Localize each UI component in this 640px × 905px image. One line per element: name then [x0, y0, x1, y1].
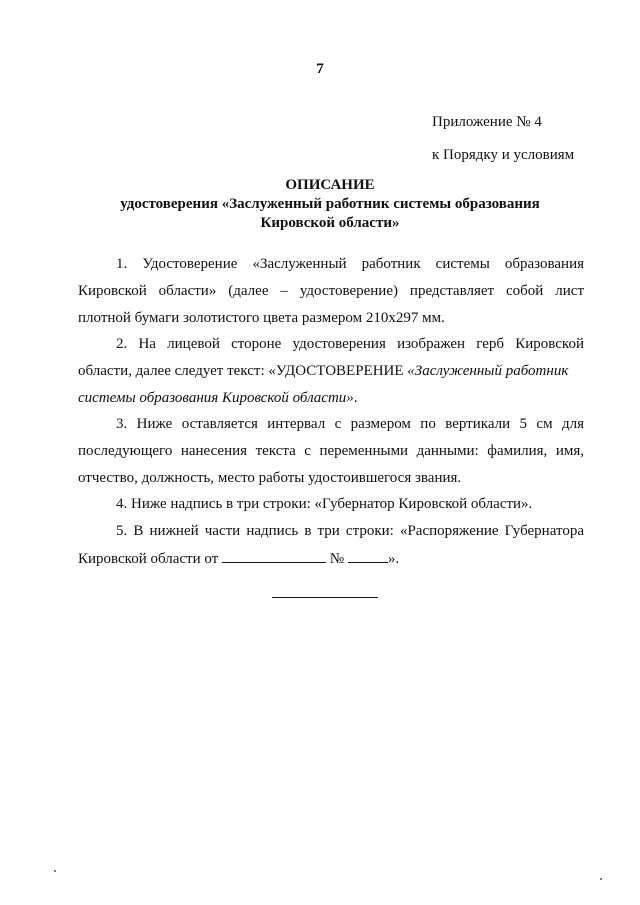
item-3-line-1: 3. Ниже оставляется интервал с размером по вертикали 5 см для — [116, 416, 584, 432]
appendix-reference: к Порядку и условиям — [432, 147, 575, 163]
appendix-number: Приложение № 4 — [432, 114, 542, 130]
document-title: ОПИСАНИЕ — [285, 177, 375, 193]
item-1-line-3: плотной бумаги золотистого цвета размером 210х297 мм. — [78, 310, 445, 326]
item-4-line-1: 4. Ниже надпись в три строки: «Губернатор Кировской области». — [116, 496, 533, 512]
end-of-text-rule — [272, 597, 378, 598]
item-2-line-1: 2. На лицевой стороне удостоверения изображен герб Кировской — [116, 336, 584, 352]
document-subtitle-line2: Кировской области» — [260, 215, 400, 231]
item-5-line-2: Кировской области от № ». — [78, 551, 400, 567]
item-3-line-3: отчество, должность, место работы удостоившегося звания. — [78, 470, 462, 486]
item-2-line-3: системы образования Кировской области». — [78, 390, 358, 406]
document-subtitle-line1: удостоверения «Заслуженный работник системы образования — [120, 196, 540, 212]
scan-speck — [600, 878, 602, 880]
date-blank — [222, 550, 326, 563]
item-1-line-1: 1. Удостоверение «Заслуженный работник системы образования — [116, 256, 584, 272]
item-1-line-2: Кировской области» (далее – удостоверение) представляет собой лист — [78, 283, 584, 299]
scan-speck — [54, 870, 56, 872]
item-3-line-2: последующего нанесения текста с переменными данными: фамилия, имя, — [78, 443, 584, 459]
number-blank — [348, 550, 388, 563]
item-5-line-1: 5. В нижней части надпись в три строки: «Распоряжение Губернатора — [116, 523, 584, 539]
page-number: 7 — [316, 61, 324, 77]
item-2-line-2: области, далее следует текст: «УДОСТОВЕРЕНИЕ «Заслуженный работник — [78, 363, 569, 379]
